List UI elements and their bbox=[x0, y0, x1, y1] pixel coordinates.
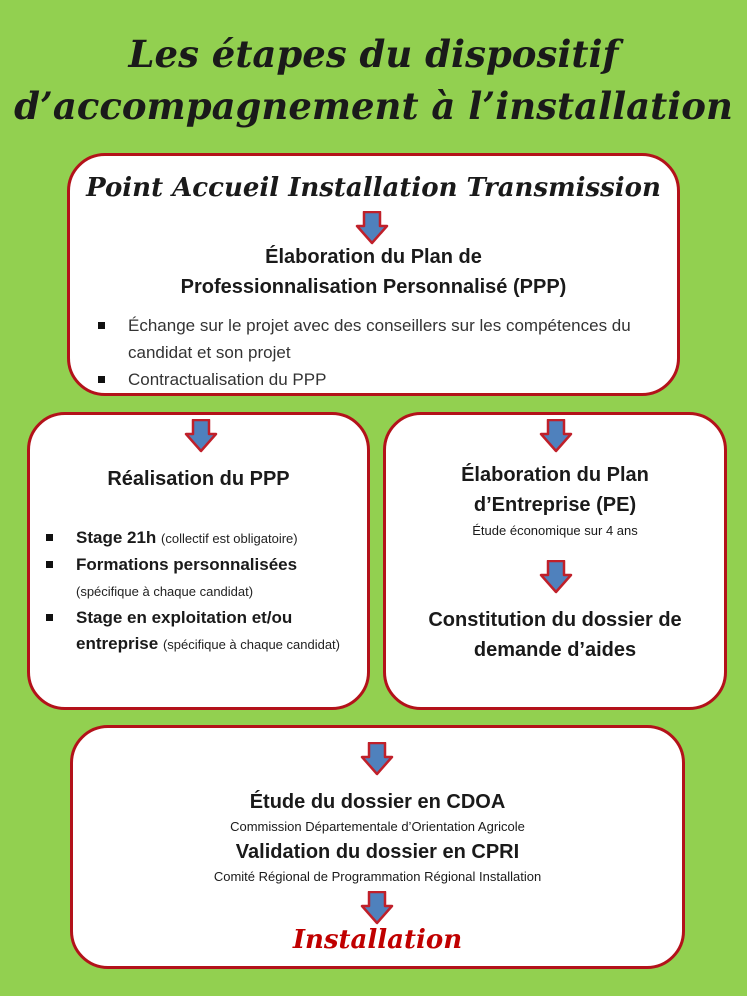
down-arrow-icon bbox=[539, 419, 573, 453]
realisation-item-note: (spécifique à chaque candidat) bbox=[162, 637, 340, 652]
down-arrow-icon bbox=[355, 211, 389, 245]
ppp-elaboration-heading bbox=[70, 242, 677, 302]
realisation-item-note: (collectif est obligatoire) bbox=[161, 531, 298, 546]
constitution-line-1: Constitution du dossier de bbox=[428, 609, 682, 631]
realisation-item-label: Stage 21h bbox=[76, 528, 157, 547]
cpri-description: Comité Régional de Programmation Régional Installation bbox=[213, 869, 542, 884]
pe-box bbox=[383, 412, 727, 710]
realisation-item-label: Formations personnalisées bbox=[76, 555, 298, 574]
pe-heading-line-1: Élaboration du Plan bbox=[461, 464, 649, 486]
pe-heading-line-2: d’Entreprise (PE) bbox=[473, 494, 637, 516]
final-box bbox=[70, 725, 685, 969]
pait-heading: Point Accueil Installation Transmission bbox=[86, 173, 661, 203]
realisation-item-note: (spécifique à chaque candidat) bbox=[76, 584, 254, 599]
title-line-1: Les étapes du dispositif bbox=[128, 32, 619, 76]
down-arrow-icon bbox=[539, 560, 573, 594]
ppp-elaboration-line-2: Professionnalisation Personnalisé (PPP) bbox=[180, 276, 567, 298]
down-arrow-icon bbox=[360, 742, 394, 776]
page-title bbox=[0, 28, 747, 132]
down-arrow-icon bbox=[360, 891, 394, 925]
realisation-box bbox=[27, 412, 370, 710]
realisation-list bbox=[46, 525, 346, 658]
realisation-heading: Réalisation du PPP bbox=[107, 468, 290, 490]
ppp-elaboration-line-1: Élaboration du Plan de bbox=[265, 246, 482, 268]
cdoa-description: Commission Départementale d’Orientation Agricole bbox=[230, 819, 525, 834]
down-arrow-icon bbox=[184, 419, 218, 453]
title-line-2: d’accompagnement à l’installation bbox=[14, 84, 733, 128]
constitution-heading bbox=[386, 605, 724, 665]
realisation-item-1 bbox=[46, 525, 346, 552]
pait-bullet-list bbox=[98, 312, 658, 393]
pait-bullet-2: Contractualisation du PPP bbox=[98, 366, 658, 393]
constitution-line-2: demande d’aides bbox=[473, 639, 637, 661]
realisation-item-2 bbox=[46, 552, 346, 605]
cdoa-heading: Étude du dossier en CDOA bbox=[249, 791, 506, 813]
cpri-heading: Validation du dossier en CPRI bbox=[235, 841, 520, 863]
installation-result: Installation bbox=[292, 925, 463, 955]
pe-heading bbox=[386, 460, 724, 520]
pait-bullet-1: Échange sur le projet avec des conseillers sur les compétences du candidat et son projet bbox=[98, 312, 658, 366]
pe-subtitle: Étude économique sur 4 ans bbox=[472, 523, 638, 538]
pait-box bbox=[67, 153, 680, 396]
realisation-item-3 bbox=[46, 605, 346, 658]
realisation-item-label: Stage en exploitation et/ou entreprise bbox=[76, 608, 293, 653]
